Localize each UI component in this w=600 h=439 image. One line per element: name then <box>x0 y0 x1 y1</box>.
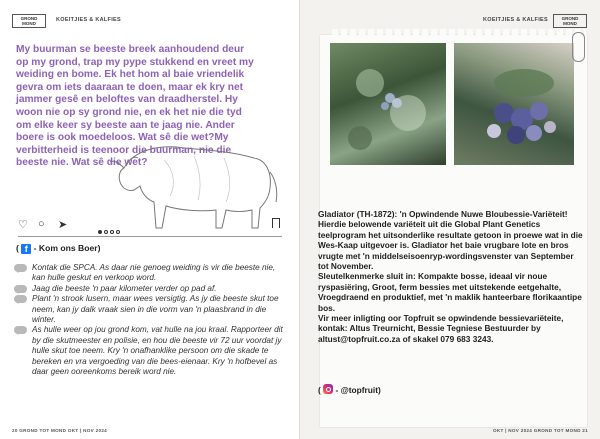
facebook-icon: f <box>21 244 31 254</box>
article-title: Gladiator (TH-1872): 'n Opwindende Nuwe Bloubessie-Variëteit! <box>318 209 568 219</box>
blueberry-bush-photo <box>330 43 446 165</box>
article-body <box>318 209 586 344</box>
instagram-icon <box>323 384 333 394</box>
speech-bubble-icon <box>14 295 27 303</box>
send-icon[interactable]: ➤ <box>58 219 68 231</box>
divider <box>18 236 282 237</box>
heart-icon[interactable]: ♡ <box>18 219 28 231</box>
article-contact: Vir meer inligting oor Topfruit se opwindende bessievariëteite, kontak: Altus Treurnicht, Bessie Tegniese Bestuurder by altust@topfruit.co.za of skakel 079 683 3243. <box>318 313 564 344</box>
comment-icon[interactable]: ○ <box>38 218 45 230</box>
bull-illustration <box>104 130 284 230</box>
comment-item: Jaag die beeste 'n paar kilometer verder op pad af. <box>14 284 289 294</box>
speech-bubble-icon <box>14 264 27 272</box>
speech-bubble-icon <box>14 285 27 293</box>
facebook-source: ( f - Kom ons Boer) <box>16 243 101 254</box>
paperclip-icon <box>572 32 585 62</box>
section-title: KOEITJIES & KALFIES <box>483 17 548 23</box>
article-paragraph: Sleutelkenmerke sluit in: Kompakte bosse, ideaal vir noue ryspasiëring, Groot, ferm bessies met uitstekende eetgehalte, Vroegdraend en produktief, met 'n maklik hanteerbare florikaantipe bos. <box>318 271 582 313</box>
page-footer-right: OKT | NOV 2024 GROND TOT MOND 21 <box>492 428 588 433</box>
grond-tot-mond-logo: GROND MOND <box>12 14 46 28</box>
comments-list <box>14 263 289 377</box>
grond-tot-mond-logo: GROND MOND <box>553 14 587 28</box>
article-paragraph: Hierdie belowende variëteit uit die Global Plant Genetics teelprogram het uitsonderlike resultate getoon in proewe wat in die Wes-Kaap uitgevoer is. Gladiator het baie vrugbare lote en bros vrugte met 'n middelseisoenryp-wordingsvenster van September tot November. <box>318 219 583 272</box>
instagram-source: ( - @topfruit) <box>318 385 381 395</box>
reader-question: My buurman se beeste breek aanhoudend deur op my grond, trap my pype stukkend en vreet my weiding en bome. Ek het hom al baie vriendelik gevra om iets daaraan te doen, maar ek kry net jammer gesê en beloftes van draadherstel. Hy woon nie op sy grond nie, en ek het nie die tyd om elke keer sy beeste aan te jaag nie. Ander boere is ook moedeloos. Wat sê die wet?My verbitterheid is teenoor die buurman, nie die beeste nie. Wat sê die wet? <box>16 44 254 169</box>
comment-item: Plant 'n strook lusern, maar wees versigtig. As jy die beeste skut toe neem, kan jy dalk vraak sien in die vorm van 'n plaasbrand in die winter. <box>14 294 289 325</box>
comment-item: As hulle weer op jou grond kom, vat hulle na jou kraal. Rapporteer dit by die skutmeester en polisie, en hou die beeste vir 72 uur voordat jy hulle skut toe neem. Kry 'n onafhanklike persoon om die skade te bereken en vra vergoeding van die bees-eienaar. Kry 'n hofbevel as daar geen ooreenkoms bereik word nie. <box>14 325 289 377</box>
blueberries-photo <box>454 43 574 165</box>
page-footer-left: 20 GROND TOT MOND OKT | NOV 2024 <box>12 428 108 433</box>
speech-bubble-icon <box>14 326 27 334</box>
post-action-bar <box>18 218 280 230</box>
comment-item: Kontak die SPCA. As daar nie genoeg weiding is vir die beeste nie, kan hulle geskut en verkoop word. <box>14 263 289 284</box>
bookmark-icon[interactable] <box>272 218 280 228</box>
section-title: KOEITJIES & KALFIES <box>56 17 121 23</box>
